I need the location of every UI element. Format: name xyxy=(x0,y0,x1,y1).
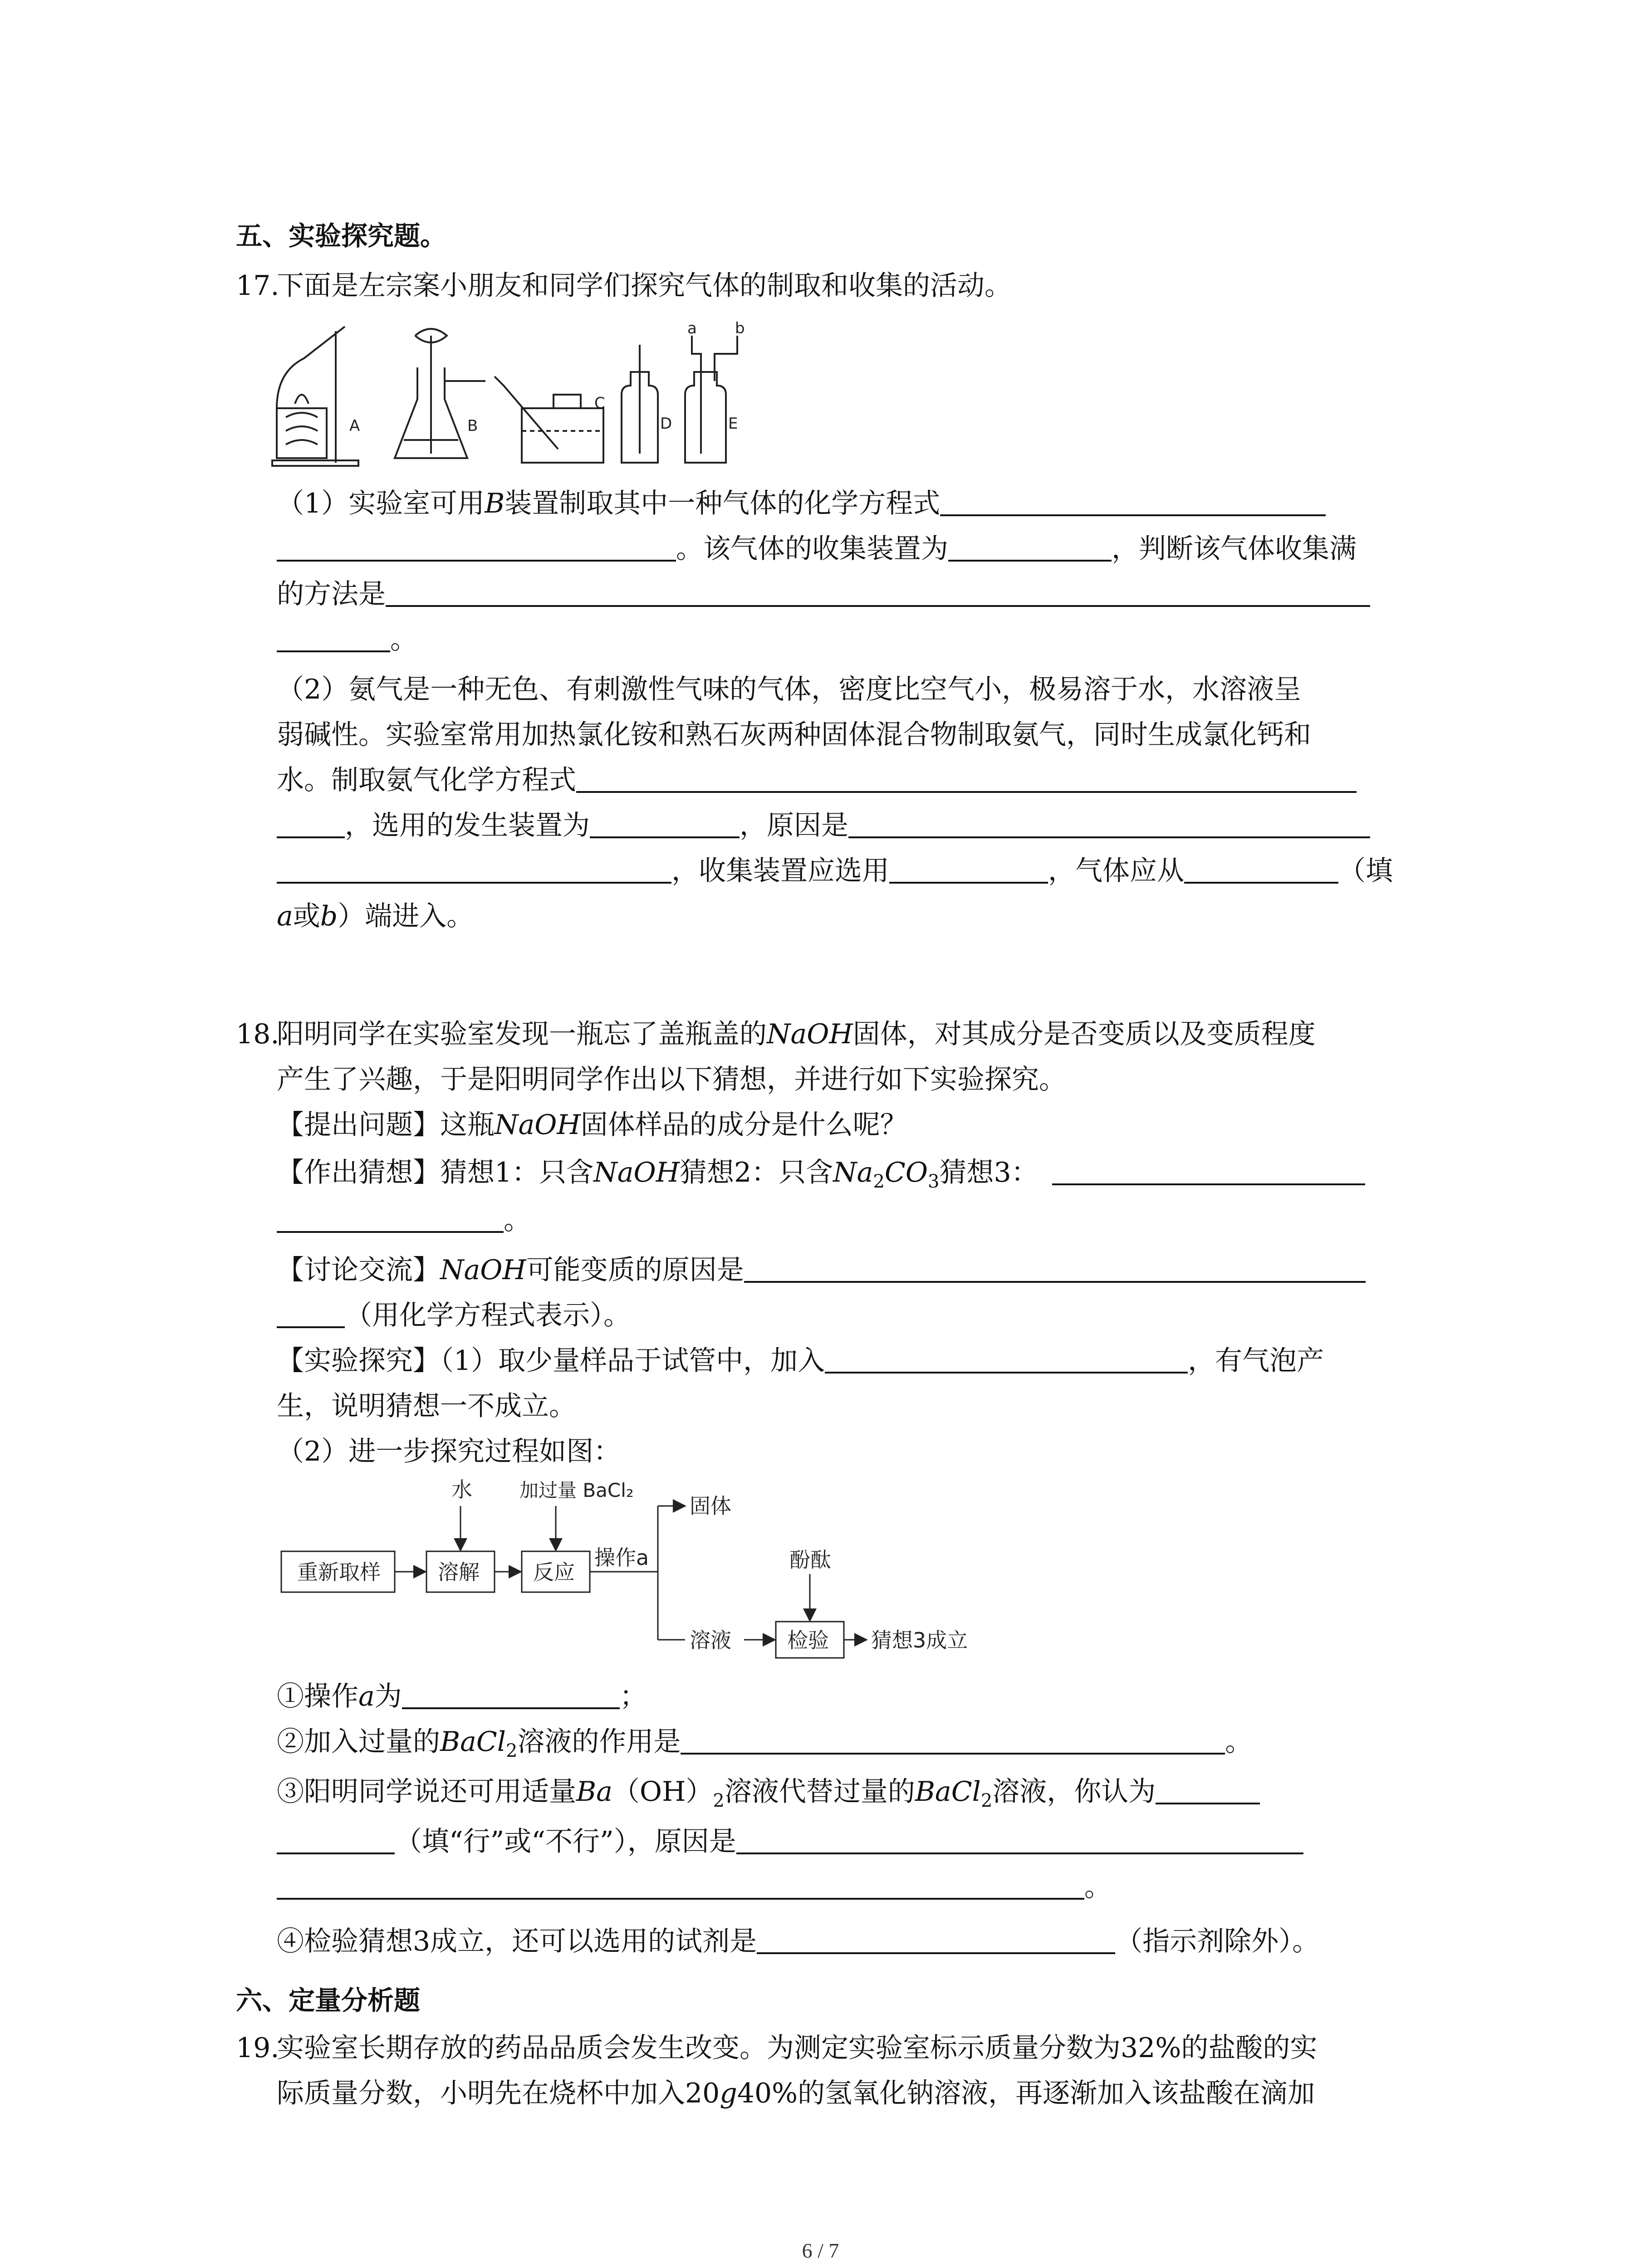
flow-operation-a: 操作a xyxy=(594,1545,649,1570)
section-heading-6: 六、定量分析题 xyxy=(236,1985,421,2016)
q18-sub2: ②加入过量的BaCl$_2$溶液的作用是 。 xyxy=(277,1726,1253,1761)
question-number-19: 19. xyxy=(236,2032,279,2064)
flow-dissolve: 溶解 xyxy=(438,1560,480,1584)
q18-experiment-1: 【实验探究】（1）取少量样品于试管中，加入 ，有气泡产 xyxy=(277,1345,1324,1377)
answer-blank[interactable] xyxy=(744,1254,1366,1283)
answer-blank[interactable] xyxy=(277,533,676,562)
q18-discussion-cont: （用化学方程式表示）。 xyxy=(277,1297,631,1334)
q18-discussion: 【讨论交流】NaOH可能变质的原因是 xyxy=(277,1252,1366,1288)
label-a-device: A xyxy=(349,417,360,435)
q18-experiment-2: （2）进一步探究过程如图： xyxy=(277,1436,621,1467)
q18-question: 【提出问题】这瓶NaOH固体样品的成分是什么呢？ xyxy=(277,1109,907,1141)
q17-intro: 下面是左宗案小朋友和同学们探究气体的制取和收集的活动。 xyxy=(277,270,1012,302)
q19-line2: 际质量分数，小明先在烧杯中加入20g40%的氢氧化钠溶液，再逐渐加入该盐酸在滴加 xyxy=(277,2077,1315,2109)
q18-hypothesis-cont: 。 xyxy=(277,1202,531,1238)
flow-reagent: 加过量 BaCl₂ xyxy=(519,1479,634,1501)
label-tube-b: b xyxy=(735,319,745,337)
label-d-device: D xyxy=(660,415,672,433)
answer-blank[interactable] xyxy=(277,809,345,838)
q17-part1-line4: 。 xyxy=(277,621,417,658)
q19-line1: 实验室长期存放的药品品质会发生改变。为测定实验室标示质量分数为32%的盐酸的实 xyxy=(277,2032,1318,2064)
q17-part1-line3: 的方法是 xyxy=(277,576,1370,612)
answer-blank[interactable] xyxy=(590,809,740,838)
flow-water: 水 xyxy=(451,1477,472,1502)
answer-blank[interactable] xyxy=(277,1204,504,1233)
answer-blank[interactable] xyxy=(277,1825,395,1854)
answer-blank[interactable] xyxy=(681,1725,1225,1755)
label-c-device: C xyxy=(594,394,605,412)
label-b-device: B xyxy=(467,417,478,435)
q17-part1-line1: （1）实验室可用B装置制取其中一种气体的化学方程式 xyxy=(277,485,1326,522)
answer-blank[interactable] xyxy=(948,533,1112,562)
flow-result: 猜想3成立 xyxy=(871,1628,968,1652)
lab-apparatus-figure xyxy=(268,318,767,467)
answer-blank[interactable] xyxy=(402,1680,620,1709)
question-number-18: 18. xyxy=(236,1018,279,1050)
page-number: 6 / 7 xyxy=(802,2239,839,2262)
q18-line2: 产生了兴趣，于是阳明同学作出以下猜想，并进行如下实验探究。 xyxy=(277,1064,1066,1095)
answer-blank[interactable] xyxy=(277,623,390,652)
answer-blank[interactable] xyxy=(576,764,1357,793)
flow-solid: 固体 xyxy=(690,1494,731,1518)
q17-part2-line4: ，选用的发生装置为 ，原因是 xyxy=(277,807,1370,844)
q18-sub4: ④检验猜想3成立，还可以选用的试剂是 （指示剂除外）。 xyxy=(277,1926,1320,1957)
section-heading-5: 五、实验探究题。 xyxy=(236,220,447,251)
label-tube-a: a xyxy=(687,319,697,337)
flow-test: 检验 xyxy=(787,1628,829,1652)
answer-blank[interactable] xyxy=(1156,1775,1260,1804)
flow-react: 反应 xyxy=(533,1560,575,1584)
q17-part2-line3: 水。制取氨气化学方程式 xyxy=(277,762,1357,798)
q17-part2-line5: ，收集装置应选用 ，气体应从 （填 xyxy=(277,853,1393,889)
answer-blank[interactable] xyxy=(940,487,1326,516)
q18-sub3: ③阳明同学说还可用适量$Ba(OH)_2$溶液代替过量的BaCl$_2$溶液，你认为 xyxy=(277,1774,1260,1819)
q18-sub1: ①操作a为 ； xyxy=(277,1681,647,1712)
answer-blank[interactable] xyxy=(848,809,1370,838)
experiment-flow-diagram xyxy=(277,1470,1003,1660)
answer-blank[interactable] xyxy=(736,1825,1303,1854)
q18-line1: 阳明同学在实验室发现一瓶忘了盖瓶盖的NaOH固体，对其成分是否变质以及变质程度 xyxy=(277,1018,1316,1050)
q17-part2-line2: 弱碱性。实验室常用加热氯化铵和熟石灰两种固体混合物制取氨气，同时生成氯化钙和 xyxy=(277,719,1311,751)
q17-part1-line2: 。该气体的收集装置为 ，判断该气体收集满 xyxy=(277,531,1357,567)
q17-part2-line6: a或b）端进入。 xyxy=(277,900,474,932)
q18-sub3-cont2: 。 xyxy=(277,1869,1112,1905)
answer-blank[interactable] xyxy=(277,1871,1084,1900)
answer-blank[interactable] xyxy=(277,855,671,884)
answer-blank[interactable] xyxy=(825,1344,1188,1374)
answer-blank[interactable] xyxy=(1052,1156,1365,1185)
q18-hypothesis: 【作出猜想】猜想1：只含NaOH猜想2：只含$Na_2CO_3$猜想3： xyxy=(277,1154,1365,1200)
question-number-17: 17. xyxy=(236,270,279,302)
answer-blank[interactable] xyxy=(277,1299,345,1328)
answer-blank[interactable] xyxy=(1184,855,1338,884)
answer-blank[interactable] xyxy=(386,578,1370,607)
q18-sub3-cont: （填“行”或“不行”），原因是 xyxy=(277,1823,1303,1860)
q17-part2-line1: （2）氨气是一种无色、有刺激性气味的气体，密度比空气小，极易溶于水，水溶液呈 xyxy=(277,674,1302,705)
flow-indicator: 酚酞 xyxy=(789,1548,831,1572)
label-e-device: E xyxy=(728,415,738,433)
answer-blank[interactable] xyxy=(757,1925,1115,1954)
answer-blank[interactable] xyxy=(889,855,1048,884)
flow-start: 重新取样 xyxy=(297,1560,381,1584)
flow-solution: 溶液 xyxy=(690,1628,731,1652)
q18-experiment-1-cont: 生，说明猜想一不成立。 xyxy=(277,1390,576,1422)
